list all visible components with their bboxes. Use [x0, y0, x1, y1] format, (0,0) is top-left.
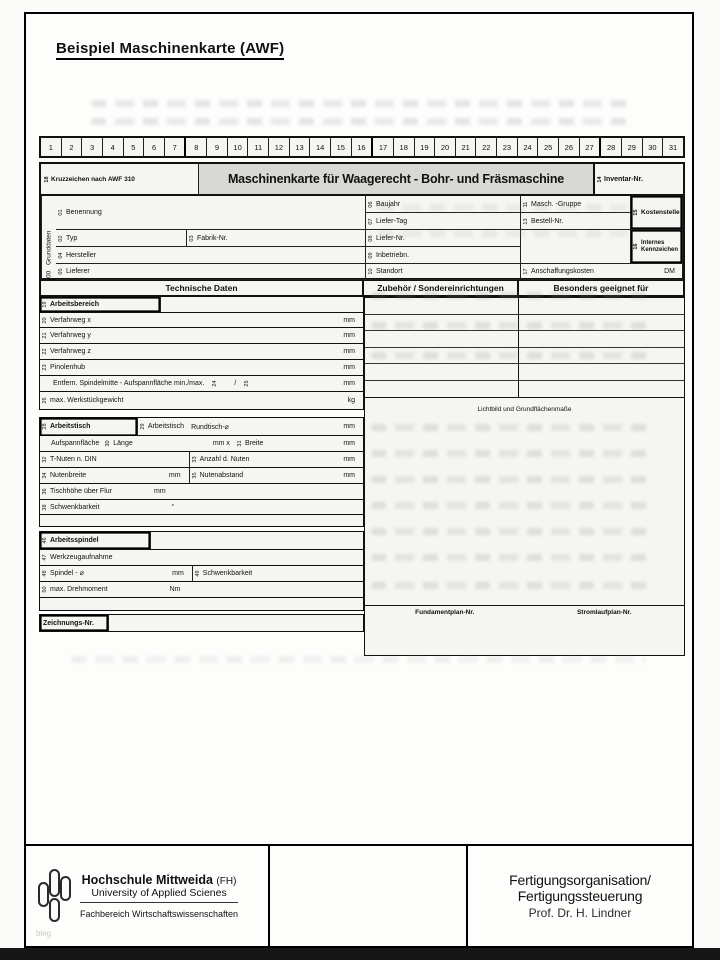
empty-row	[365, 364, 518, 381]
unit-label: mm	[343, 332, 355, 340]
footer-empty-cell	[270, 846, 468, 946]
field-label: Nutenabstand	[199, 471, 244, 479]
field-label: Arbeitstisch	[147, 423, 185, 430]
stromlaufplan-label: Stromlaufplan-Nr.	[576, 609, 632, 616]
field-label: Arbeitsspindel	[50, 537, 99, 545]
tech-row	[39, 375, 364, 392]
field-number: 01	[58, 209, 64, 216]
unit-label: mm	[154, 487, 166, 495]
column-number-cell: 19	[414, 138, 435, 156]
tech-cell	[40, 328, 363, 343]
tech-row	[39, 614, 364, 632]
unit-label: mm x	[212, 440, 230, 448]
tech-cell	[40, 392, 363, 409]
field-label: Liefer-Nr.	[376, 234, 405, 242]
field-label: Werkzeugaufnahme	[50, 554, 113, 561]
institution-text-block	[80, 873, 238, 919]
tech-row	[39, 549, 364, 566]
tech-row	[39, 581, 364, 599]
tech-row	[39, 467, 364, 484]
tech-row	[39, 531, 364, 550]
field-label: Länge	[113, 440, 133, 448]
column-number-cell: 8	[184, 138, 206, 156]
footer-course-cell	[468, 846, 692, 946]
field-number: 46	[42, 537, 48, 544]
slide-footer	[26, 844, 692, 946]
subsection-header-cell	[40, 418, 137, 436]
unit-label: mm	[343, 379, 355, 387]
column-number-cell: 25	[537, 138, 558, 156]
tech-row	[39, 451, 364, 468]
tech-cell	[40, 452, 189, 467]
field-number: 31	[236, 440, 243, 447]
plan-number-row	[365, 606, 684, 652]
field-liefer-tag	[366, 213, 521, 230]
tech-row	[39, 435, 364, 452]
field-number: 05	[58, 268, 64, 275]
column-number-cell: 29	[621, 138, 642, 156]
section-besonders: Besonders geeignet für	[553, 283, 649, 293]
field-number: 47	[42, 554, 48, 561]
field-number: 23	[42, 364, 48, 371]
field-label: Kostenstelle	[641, 209, 680, 216]
form-title: Maschinenkarte für Waagerecht - Bohr- und Fräsmaschine	[199, 164, 595, 194]
field-number: 33	[191, 456, 198, 463]
kruzzeichen-label: Kruzzeichen nach AWF 310	[51, 175, 135, 183]
column-number-cell: 28	[599, 138, 621, 156]
technical-data-column	[39, 297, 364, 632]
column-number-cell: 22	[475, 138, 496, 156]
field-number: 24	[212, 380, 219, 387]
column-number-cell: 13	[289, 138, 310, 156]
field-benennung	[56, 196, 366, 230]
unit-label: mm	[343, 348, 355, 356]
section-header-row	[39, 280, 685, 297]
tech-cell	[40, 582, 363, 598]
unit-label: mm	[343, 471, 355, 479]
field-label: Bestell-Nr.	[531, 217, 564, 225]
field-label: Spindel - ⌀	[50, 570, 84, 578]
right-columns	[365, 298, 684, 398]
field-label: Arbeitsbereich	[50, 300, 100, 308]
field-liefer-nr	[366, 230, 521, 247]
tech-row	[39, 391, 364, 410]
field-number: 03	[189, 234, 195, 242]
field-number: 10	[368, 268, 374, 275]
photo-area	[365, 398, 684, 606]
field-number: 48	[42, 570, 48, 577]
field-label: Arbeitstisch	[50, 423, 91, 430]
tech-row	[39, 327, 364, 344]
institution-suffix: (FH)	[216, 876, 237, 887]
field-label: Zeichnungs-Nr.	[43, 619, 94, 627]
tech-cell	[40, 515, 363, 526]
field-kostenstelle	[631, 196, 683, 230]
field-label: /	[234, 379, 237, 387]
empty-row	[365, 298, 518, 315]
column-number-cell: 1	[48, 142, 53, 152]
tech-cell	[40, 360, 363, 375]
field-number: 13	[523, 217, 529, 225]
field-label: Hersteller	[66, 251, 96, 259]
field-number: 29	[139, 423, 146, 430]
institution-name	[80, 873, 238, 887]
subsection-header-cell	[40, 532, 150, 549]
column-number-cell: 21	[455, 138, 476, 156]
field-inbetriebn	[366, 247, 521, 264]
unit-label: mm	[343, 440, 355, 448]
unit-label: mm	[343, 316, 355, 324]
field-number: 11	[523, 201, 529, 207]
empty-row	[365, 331, 518, 348]
tech-cell	[40, 550, 363, 565]
field-label: max. Drehmoment	[50, 586, 108, 594]
field-label: Inbetriebn.	[376, 251, 410, 259]
field-label: Pinolenhub	[50, 364, 86, 372]
grunddaten-side-label	[41, 196, 56, 280]
unit-label: °	[171, 503, 175, 511]
field-number: 09	[368, 251, 374, 259]
field-label: Masch. -Gruppe	[531, 200, 582, 208]
unit-label: mm	[343, 423, 355, 430]
tech-cell	[192, 566, 363, 581]
field-number: 49	[194, 570, 201, 577]
field-number: 16	[633, 243, 639, 250]
field-number: 21	[42, 332, 48, 339]
column-number-cell: 7	[164, 138, 185, 156]
field-lieferer	[56, 264, 366, 280]
photo-area-label: Lichtbild und Grundflächenmaße	[477, 406, 572, 413]
field-number: 07	[368, 217, 374, 225]
field-number: 02	[58, 234, 64, 242]
field-label: Entfern. Spindelmitte - Aufspannfläche min./max.	[53, 379, 205, 387]
column-number-cell: 18	[393, 138, 414, 156]
empty-row	[519, 315, 684, 332]
field-standort	[366, 264, 521, 280]
column-number-cell: 31	[662, 138, 683, 156]
inventar-cell	[595, 164, 683, 194]
column-number-cell: 17	[371, 138, 393, 156]
tech-cell	[137, 418, 363, 436]
subsection-header-cell	[40, 297, 160, 312]
field-number: 36	[42, 488, 48, 495]
empty-row	[519, 298, 684, 315]
tech-row	[39, 514, 364, 527]
column-number-cell: 5	[123, 138, 144, 156]
field-number: 50	[42, 586, 48, 593]
tech-cell	[40, 598, 363, 610]
field-label: Aufspannfläche	[51, 440, 100, 448]
footer-institution-cell	[26, 846, 270, 946]
field-label: Liefer-Tag	[376, 217, 408, 225]
empty-row	[519, 348, 684, 365]
tech-cell	[40, 484, 363, 499]
column-number-cell: 24	[517, 138, 538, 156]
unit-label: mm	[172, 569, 184, 577]
empty-row	[365, 315, 518, 332]
institution-name-text: Hochschule Mittweida	[81, 873, 213, 887]
column-number-cell: 27	[579, 138, 600, 156]
field-number: 28	[42, 423, 48, 430]
column-number-cell: 10	[227, 138, 248, 156]
section-zubehoer: Zubehör / Sondereinrichtungen	[364, 281, 519, 295]
field-label: Anzahl d. Nuten	[199, 456, 250, 464]
field-label: Verfahrweg z	[50, 348, 91, 356]
tech-cell	[40, 344, 363, 359]
lecturer-name: Prof. Dr. H. Lindner	[528, 906, 632, 920]
field-number: 20	[42, 317, 48, 324]
field-typ	[56, 230, 187, 247]
field-label: Fabrik-Nr.	[197, 234, 228, 242]
field-label: T-Nuten n. DIN	[50, 456, 97, 464]
section-technische-daten: Technische Daten	[41, 281, 364, 295]
field-masch-gruppe	[521, 196, 631, 213]
field-baujahr	[366, 196, 521, 213]
tech-row	[39, 483, 364, 500]
tech-cell	[189, 468, 363, 483]
tech-row	[39, 499, 364, 516]
field-label: Anschaffungskosten	[531, 268, 594, 275]
field-number: 35	[191, 472, 198, 479]
field-number: 17	[523, 268, 529, 275]
field-anschaffungskosten	[521, 264, 683, 280]
column-number-cell: 16	[351, 138, 372, 156]
column-number-cell: 23	[496, 138, 517, 156]
field-number: 22	[42, 348, 48, 355]
tech-cell	[40, 436, 363, 451]
field-number: 14	[597, 175, 603, 183]
field-label: Typ	[66, 234, 78, 242]
tech-row	[39, 359, 364, 376]
hochschule-mittweida-logo	[34, 869, 74, 923]
column-number-cell: 12	[268, 138, 289, 156]
subsection-header-cell	[40, 615, 108, 631]
course-title-line2: Fertigungssteuerung	[517, 888, 643, 904]
column-number-cell: 26	[558, 138, 579, 156]
field-number: 25	[244, 380, 251, 387]
form-header-row	[39, 162, 685, 196]
field-label: Tischhöhe über Flur	[50, 487, 112, 495]
tech-row	[39, 417, 364, 437]
unit-label: kg	[347, 396, 355, 404]
field-label: Rundtisch-⌀	[191, 423, 229, 431]
field-number: 15	[633, 209, 639, 216]
field-number: 06	[368, 200, 374, 208]
department-label: Fachbereich Wirtschaftswissenschaften	[80, 909, 239, 919]
unit-label: mm	[343, 364, 355, 372]
course-title-line1: Fertigungsorganisation/	[509, 872, 651, 888]
tech-cell	[108, 615, 363, 631]
unit-label: mm	[168, 471, 181, 479]
tech-row	[39, 312, 364, 329]
field-internes-kennzeichen	[631, 230, 683, 264]
field-label: Baujahr	[376, 200, 401, 208]
right-region	[364, 297, 685, 656]
page-bottom-bar	[0, 948, 720, 960]
slide-border-frame	[24, 12, 694, 948]
column-number-cell: 11	[247, 138, 268, 156]
column-number-cell: 9	[206, 138, 227, 156]
field-hersteller	[56, 247, 366, 264]
tech-row	[39, 565, 364, 582]
column-number-cell: 15	[330, 138, 351, 156]
empty-row	[519, 331, 684, 348]
institution-subtitle: University of Applied Scienes	[80, 887, 238, 903]
field-number: 08	[368, 234, 374, 242]
column-number-strip	[39, 136, 685, 158]
tech-cell	[40, 376, 363, 391]
field-label: Verfahrweg y	[50, 332, 91, 340]
tech-cell	[150, 532, 363, 549]
tech-row	[39, 597, 364, 611]
kruzzeichen-cell	[41, 164, 199, 194]
column-number-cell: 20	[434, 138, 455, 156]
field-number: 34	[42, 472, 48, 479]
tech-cell	[40, 468, 189, 483]
tech-cell	[189, 452, 363, 467]
column-number-cell: 14	[309, 138, 330, 156]
field-number: 00	[45, 270, 53, 278]
field-label: Standort	[376, 268, 403, 275]
column-number-cell: 3	[81, 138, 102, 156]
field-label: Benennung	[66, 209, 102, 216]
unit-label: DM	[664, 268, 675, 275]
empty-row	[365, 381, 518, 398]
watermark-text: bleg	[36, 929, 52, 938]
suitability-column	[519, 298, 684, 397]
empty-cell	[521, 230, 631, 264]
field-number: 04	[58, 251, 64, 259]
tech-cell	[160, 297, 363, 312]
column-number-cell: 6	[143, 138, 164, 156]
empty-row	[365, 348, 518, 365]
field-label: Schwenkbarkeit	[50, 503, 100, 511]
page-title: Beispiel Maschinenkarte (AWF)	[56, 40, 284, 60]
field-number: 18	[44, 175, 50, 183]
tech-row	[39, 343, 364, 360]
tech-cell	[40, 566, 192, 581]
field-label: Schwenkbarkeit	[202, 569, 253, 577]
fundamentplan-label: Fundamentplan-Nr.	[415, 609, 475, 616]
machine-card-form	[39, 136, 685, 656]
empty-row	[519, 381, 684, 398]
tech-cell	[40, 500, 363, 515]
tech-cell	[40, 313, 363, 328]
field-number: 26	[42, 397, 48, 404]
field-label: Breite	[244, 440, 264, 448]
field-label: Lieferer	[66, 268, 90, 275]
inventar-label: Inventar-Nr.	[604, 175, 643, 183]
field-bestell-nr	[521, 213, 631, 230]
grunddaten-block	[39, 196, 685, 280]
unit-label: Nm	[169, 586, 181, 594]
field-number: 32	[42, 456, 48, 463]
accessories-column	[365, 298, 519, 397]
field-label: Verfahrweg x	[50, 316, 91, 324]
column-number-cell: 30	[642, 138, 663, 156]
tech-row	[39, 296, 364, 313]
section-label: Grunddaten	[45, 230, 53, 265]
field-number: 38	[42, 504, 48, 511]
column-number-cell: 2	[61, 138, 82, 156]
field-label: Nutenbreite	[50, 471, 87, 479]
field-label: Internes Kennzeichen	[641, 239, 679, 253]
column-number-cell: 4	[102, 138, 123, 156]
field-number: 30	[105, 440, 112, 447]
field-label: max. Werkstückgewicht	[50, 396, 124, 404]
empty-row	[519, 364, 684, 381]
field-fabrik-nr	[187, 230, 366, 247]
field-number: 19	[42, 301, 48, 308]
unit-label: mm	[343, 456, 355, 464]
